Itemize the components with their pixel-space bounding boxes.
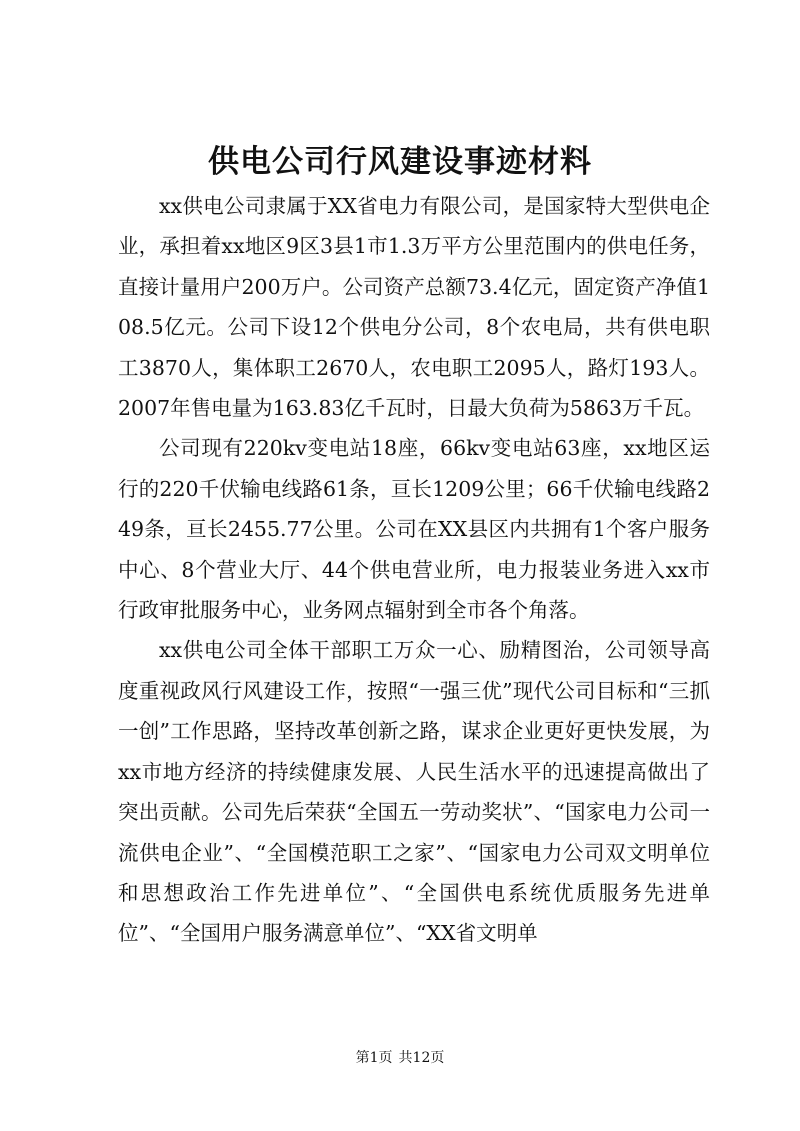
page-total: 共12页 — [398, 1050, 445, 1066]
document-title: 供电公司行风建设事迹材料 — [208, 144, 592, 180]
page-number: 第1页 — [355, 1050, 393, 1066]
paragraph-company-overview: xx供电公司隶属于XX省电力有限公司，是国家特大型供电企业，承担着xx地区9区3县1市1.3万平方公里范围内的供电任务，直接计量用户200万户。公司资产总额73.4亿元，固定资产净值108.5亿元。公司下设12个供电分公司，8个农电局，共有供电职工3870人，集体职工2670人，农电职工2095人，路灯193人。2007年售电量为163.83亿千瓦时，日最大负荷为5863万千瓦。 — [118, 194, 710, 421]
paragraph-achievements: xx供电公司全体干部职工万众一心、励精图治，公司领导高度重视政风行风建设工作，按照“一强三优”现代公司目标和“三抓一创”工作思路，坚持改革创新之路，谋求企业更好更快发展，为xx市地方经济的持续健康发展、人民生活水平的迅速提高做出了突出贡献。公司先后荣获“全国五一劳动奖状”、“国家电力公司一流供电企业”、“全国模范职工之家”、“国家电力公司双文明单位和思想政治工作先进单位”、“全国供电系统优质服务先进单位”、“全国用户服务满意单位”、“XX省文明单 — [118, 638, 710, 946]
document-body — [118, 186, 710, 954]
paragraph-facilities: 公司现有220kv变电站18座，66kv变电站63座，xx地区运行的220千伏输电线路61条，亘长1209公里；66千伏输电线路249条，亘长2455.77公里。公司在XX县区内共拥有1个客户服务中心、8个营业大厅、44个供电营业所，电力报装业务进入xx市行政审批服务中心，业务网点辐射到全市各个角落。 — [118, 436, 710, 623]
page-footer — [0, 1048, 800, 1068]
